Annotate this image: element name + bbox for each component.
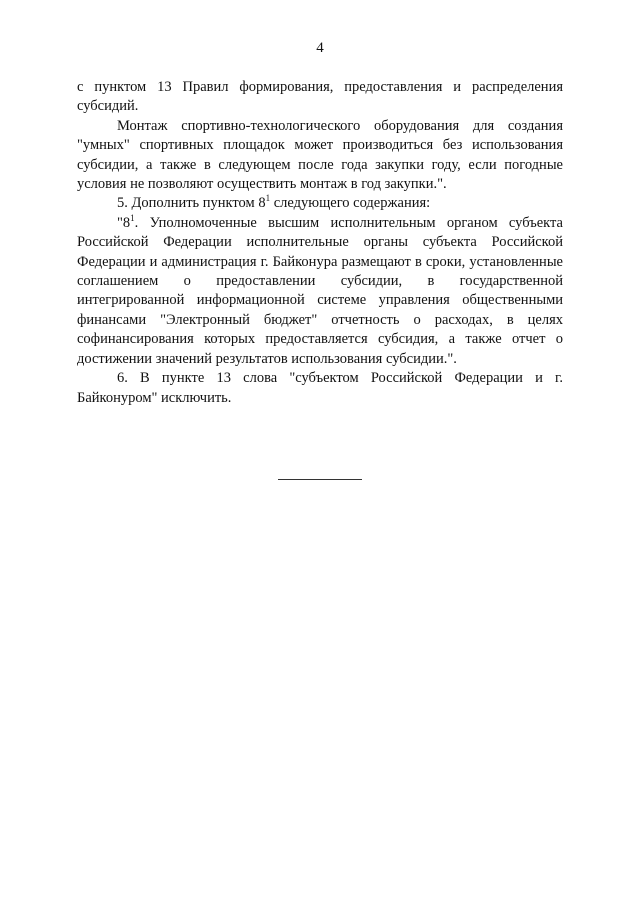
end-of-text-rule xyxy=(278,479,362,480)
paragraph-item-6: 6. В пункте 13 слова "субъектом Российской Федерации и г. Байконуром" исключить. xyxy=(77,370,563,406)
item-5-text-start: 5. Дополнить пунктом 8 xyxy=(117,195,266,212)
item-5-superscript: 1 xyxy=(265,193,271,204)
paragraph-installation: Монтаж спортивно-технологического оборудования для создания "умных" спортивных площадок может производиться без использования субсидии, а также в следующем после года закупки году, если погодные условия не позволяют осуществить монтаж в год закупки.". xyxy=(77,117,563,193)
document-body xyxy=(77,78,563,408)
page-number: 4 xyxy=(316,40,324,56)
paragraph-item-5 xyxy=(77,194,563,213)
point-8-1-text-start: "8 xyxy=(117,214,131,231)
item-5-text-end: следующего содержания: xyxy=(270,195,431,212)
paragraph-point-8-1 xyxy=(77,214,563,369)
point-8-1-text-end: . Уполномоченные высшим исполнительным органом субъекта Российской Федерации исполнительные органы субъекта Российской Федерации и администрация г. Байконура размещают в сроки, установленные соглашением о предоставлении субсидии, в государственной интегрированной информационной системе управления общественными финансами "Электронный бюджет" отчетность о расходах, в целях софинансирования которых предоставляется субсидия, а также отчет о достижении значений результатов использования субсидии.". xyxy=(77,214,563,367)
point-8-1-superscript: 1 xyxy=(130,213,135,224)
paragraph-continuation: с пунктом 13 Правил формирования, предоставления и распределения субсидий. xyxy=(77,79,563,115)
